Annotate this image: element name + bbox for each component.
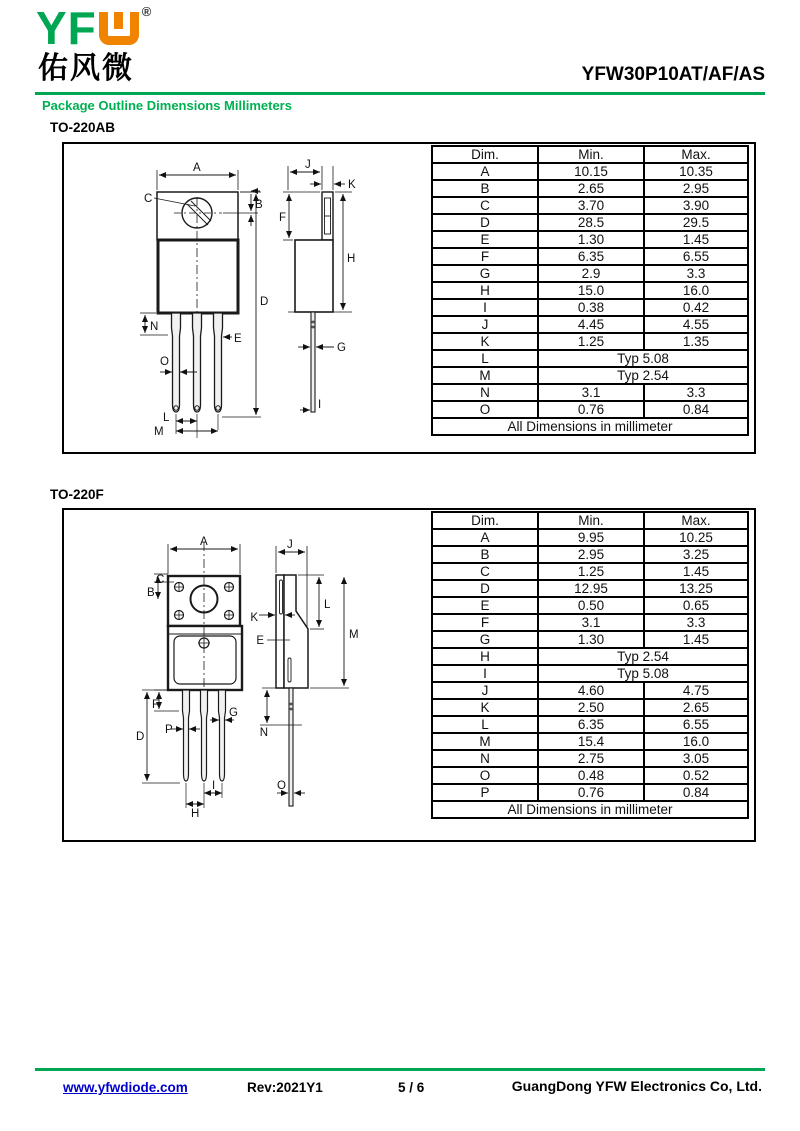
to220ab-front-view [140, 162, 268, 438]
min-cell: 2.50 [538, 699, 644, 716]
table-row [432, 614, 748, 631]
col-header-dim: Dim. [432, 512, 538, 529]
to220f-side-view [250, 539, 358, 806]
max-cell: 0.52 [644, 767, 748, 784]
table-row [432, 682, 748, 699]
package-label-to220f: TO-220F [50, 487, 104, 502]
dim-label-e: E [256, 635, 264, 647]
dim-cell: O [432, 767, 538, 784]
min-cell: 10.15 [538, 163, 644, 180]
dim-label-h: H [347, 253, 356, 265]
min-cell: 0.38 [538, 299, 644, 316]
table-row [432, 563, 748, 580]
table-row [432, 648, 748, 665]
table-row [432, 580, 748, 597]
logo-chinese-name: 佑风微 [38, 52, 134, 85]
dim-label-h: H [191, 808, 200, 820]
dim-label-o: O [277, 780, 286, 792]
dim-cell: P [432, 784, 538, 801]
dim-cell: G [432, 265, 538, 282]
footer-page-number: 5 / 6 [398, 1080, 425, 1095]
dim-label-l: L [163, 412, 170, 424]
col-header-dim: Dim. [432, 146, 538, 163]
min-cell: 2.65 [538, 180, 644, 197]
max-cell: 10.35 [644, 163, 748, 180]
note-row [432, 801, 748, 818]
table-note: All Dimensions in millimeter [432, 418, 748, 435]
max-cell: 0.65 [644, 597, 748, 614]
dim-label-f: F [279, 212, 287, 224]
table-row [432, 784, 748, 801]
min-cell: 15.0 [538, 282, 644, 299]
dim-cell: I [432, 665, 538, 682]
dim-cell: B [432, 546, 538, 563]
dim-cell: N [432, 384, 538, 401]
table-row [432, 248, 748, 265]
min-cell: 1.30 [538, 231, 644, 248]
min-cell: 6.35 [538, 716, 644, 733]
min-cell: 3.1 [538, 384, 644, 401]
dim-label-i: I [212, 780, 216, 792]
table-row [432, 180, 748, 197]
max-cell: 6.55 [644, 716, 748, 733]
min-cell: 0.50 [538, 597, 644, 614]
dim-label-n: N [150, 321, 159, 333]
dim-cell: J [432, 682, 538, 699]
dim-label-g: G [337, 342, 346, 354]
dim-label-p: P [165, 724, 173, 736]
col-header-min: Min. [538, 512, 644, 529]
dim-label-b: B [147, 587, 155, 599]
dim-cell: E [432, 231, 538, 248]
logo-yf-text: YF [36, 2, 97, 54]
table-row [432, 767, 748, 784]
table-row [432, 350, 748, 367]
max-cell: 6.55 [644, 248, 748, 265]
typ-cell: Typ 5.08 [538, 350, 748, 367]
dim-cell: I [432, 299, 538, 316]
max-cell: 4.55 [644, 316, 748, 333]
table-row [432, 384, 748, 401]
dim-label-d: D [136, 731, 145, 743]
table-row [432, 597, 748, 614]
dim-cell: O [432, 401, 538, 418]
table-row [432, 299, 748, 316]
logo-w-bar [114, 12, 123, 29]
min-cell: 4.60 [538, 682, 644, 699]
footer-company: GuangDong YFW Electronics Co, Ltd. [511, 1078, 762, 1094]
dim-cell: E [432, 597, 538, 614]
max-cell: 3.90 [644, 197, 748, 214]
max-cell: 3.3 [644, 614, 748, 631]
dim-label-l: L [324, 599, 331, 611]
min-cell: 9.95 [538, 529, 644, 546]
registered-trademark-icon: ® [141, 4, 152, 19]
min-cell: 15.4 [538, 733, 644, 750]
dim-cell: M [432, 367, 538, 384]
min-cell: 28.5 [538, 214, 644, 231]
max-cell: 3.3 [644, 384, 748, 401]
max-cell: 3.05 [644, 750, 748, 767]
max-cell: 0.84 [644, 784, 748, 801]
dim-cell: F [432, 614, 538, 631]
min-cell: 2.75 [538, 750, 644, 767]
table-row [432, 163, 748, 180]
to220ab-package-drawing [62, 142, 434, 454]
max-cell: 1.45 [644, 563, 748, 580]
table-row [432, 367, 748, 384]
typ-cell: Typ 2.54 [538, 648, 748, 665]
dimension-table-to220f [431, 511, 749, 819]
table-row [432, 214, 748, 231]
max-cell: 2.65 [644, 699, 748, 716]
dim-cell: D [432, 580, 538, 597]
dim-label-a: A [200, 536, 208, 548]
dim-label-g: G [229, 707, 238, 719]
max-cell: 29.5 [644, 214, 748, 231]
min-cell: 1.30 [538, 631, 644, 648]
min-cell: 3.1 [538, 614, 644, 631]
min-cell: 0.76 [538, 401, 644, 418]
typ-cell: Typ 5.08 [538, 665, 748, 682]
to220f-front-view [136, 536, 242, 820]
dim-cell: K [432, 699, 538, 716]
max-cell: 2.95 [644, 180, 748, 197]
note-row [432, 418, 748, 435]
max-cell: 16.0 [644, 282, 748, 299]
table-row [432, 282, 748, 299]
dim-label-m: M [349, 629, 359, 641]
table-row [432, 401, 748, 418]
dim-cell: H [432, 648, 538, 665]
dim-label-a: A [193, 162, 201, 174]
dim-label-f: F [152, 699, 160, 711]
dim-cell: L [432, 716, 538, 733]
typ-cell: Typ 2.54 [538, 367, 748, 384]
min-cell: 2.95 [538, 546, 644, 563]
dim-cell: D [432, 214, 538, 231]
col-header-max: Max. [644, 512, 748, 529]
dim-cell: K [432, 333, 538, 350]
header-row [432, 146, 748, 163]
max-cell: 1.45 [644, 631, 748, 648]
table-row [432, 231, 748, 248]
dim-cell: A [432, 529, 538, 546]
dim-cell: G [432, 631, 538, 648]
max-cell: 16.0 [644, 733, 748, 750]
table-row [432, 699, 748, 716]
min-cell: 1.25 [538, 333, 644, 350]
max-cell: 4.75 [644, 682, 748, 699]
dim-label-k: K [250, 612, 258, 624]
dim-label-e: E [234, 333, 242, 345]
table-row [432, 750, 748, 767]
dim-cell: L [432, 350, 538, 367]
col-header-min: Min. [538, 146, 644, 163]
to220f-package-drawing [62, 508, 434, 842]
dim-label-j: J [287, 539, 293, 551]
table-row [432, 529, 748, 546]
min-cell: 4.45 [538, 316, 644, 333]
part-number-title: YFW30P10AT/AF/AS [581, 64, 765, 85]
dim-cell: N [432, 750, 538, 767]
dim-label-m: M [154, 426, 164, 438]
dim-label-c: C [144, 193, 153, 205]
dim-label-i: I [318, 399, 322, 411]
dimension-table-to220ab [431, 145, 749, 436]
dim-cell: A [432, 163, 538, 180]
max-cell: 0.42 [644, 299, 748, 316]
dim-cell: J [432, 316, 538, 333]
table-row [432, 265, 748, 282]
to220ab-side-view [279, 159, 356, 412]
max-cell: 0.84 [644, 401, 748, 418]
min-cell: 2.9 [538, 265, 644, 282]
dim-label-n: N [259, 727, 268, 739]
dim-label-d: D [260, 296, 269, 308]
table-row [432, 733, 748, 750]
min-cell: 1.25 [538, 563, 644, 580]
max-cell: 3.25 [644, 546, 748, 563]
dim-label-j: J [305, 159, 311, 171]
col-header-max: Max. [644, 146, 748, 163]
table-row [432, 333, 748, 350]
table-row [432, 197, 748, 214]
dim-cell: M [432, 733, 538, 750]
brand-logo [36, 2, 152, 54]
header-row [432, 512, 748, 529]
max-cell: 3.3 [644, 265, 748, 282]
dim-cell: B [432, 180, 538, 197]
table-row [432, 546, 748, 563]
footer-website-link[interactable]: www.yfwdiode.com [63, 1080, 188, 1095]
max-cell: 13.25 [644, 580, 748, 597]
table-row [432, 716, 748, 733]
max-cell: 1.45 [644, 231, 748, 248]
max-cell: 10.25 [644, 529, 748, 546]
table-row [432, 665, 748, 682]
max-cell: 1.35 [644, 333, 748, 350]
dim-cell: C [432, 197, 538, 214]
min-cell: 0.48 [538, 767, 644, 784]
dim-label-c: C [156, 574, 165, 586]
table-row [432, 316, 748, 333]
footer-divider [35, 1068, 765, 1071]
min-cell: 0.76 [538, 784, 644, 801]
table-note: All Dimensions in millimeter [432, 801, 748, 818]
logo-w-glyph [99, 12, 139, 45]
dim-label-o: O [160, 356, 169, 368]
dim-cell: C [432, 563, 538, 580]
package-label-to220ab: TO-220AB [50, 120, 116, 135]
table-row [432, 631, 748, 648]
footer-revision: Rev:2021Y1 [247, 1080, 323, 1095]
header-divider [35, 92, 765, 95]
min-cell: 3.70 [538, 197, 644, 214]
page-section-title: Package Outline Dimensions Millimeters [42, 98, 292, 113]
min-cell: 6.35 [538, 248, 644, 265]
dim-cell: H [432, 282, 538, 299]
min-cell: 12.95 [538, 580, 644, 597]
dim-label-k: K [348, 179, 356, 191]
dim-cell: F [432, 248, 538, 265]
dim-label-b: B [255, 199, 263, 211]
